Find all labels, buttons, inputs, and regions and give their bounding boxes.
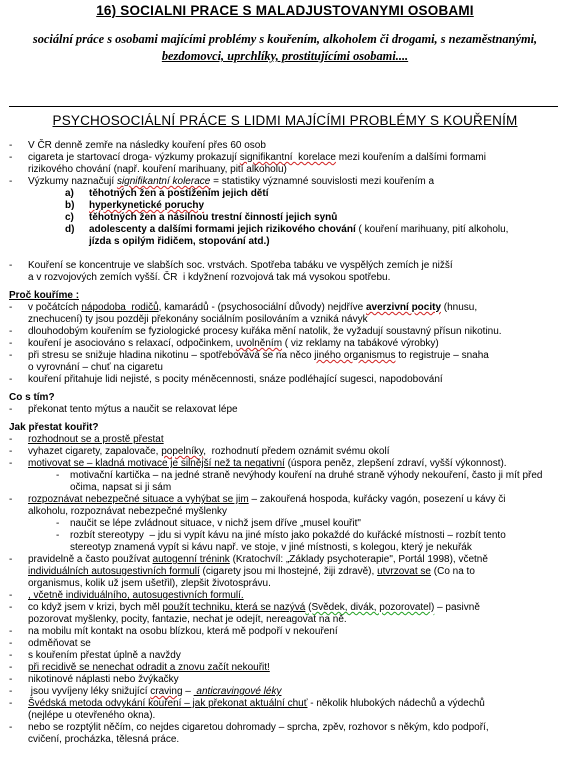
list-item-continuation: a v rozvojových zemích vyšší. ČR i kdyžnení rozvojová tak má vysokou spotřebu. [28, 272, 391, 283]
sub-list-item: b) hyperkynetické poruchy [65, 200, 205, 211]
list-item-continuation: individuálních autosugestivních formulí (cigarety jsou mi lhostejné, žiji zdravě), utvrzovat se (Co na to [28, 566, 475, 577]
list-item: - motivovat se – kladná motivace je silnější než ta negativní (úspora peněz, zlepšení zdraví, vyšší výkonnost). [9, 458, 507, 469]
list-item-continuation: rizikového chování (např. kouření marihuany, pití alkoholu) [28, 164, 287, 175]
list-item: - kouření přitahuje lidi nejisté, s pocity méněcennosti, snáze podléhající sugesci, napodobování [9, 374, 443, 385]
subtitle-line-1: sociální práce s osobami majícími problémy s kouřením, alkoholem či drogami, s nezaměstnanými, [32, 32, 538, 46]
list-item: - dlouhodobým kouřením se fyziologické procesy kuřáka mění natolik, že vyžadují soustavný přísun nikotinu. [9, 326, 502, 337]
list-item: - v počátcích nápodoba rodičů, kamarádů - (psychosociální důvody) nejdříve averzivní pocity (hnusu, [9, 302, 478, 313]
sub-list-item: - naučit se lépe zvládnout situace, v nichž jsem dříve „musel kouřit" [56, 518, 361, 529]
list-item-continuation: pozorovat myšlenky, pocity, fantazie, nechat je odejít, nereagovat na ně. [28, 614, 347, 625]
list-item: - cigareta je startovací droga- výzkumy prokazují signifikantní korelace mezi kouřením a dalšími formami [9, 152, 486, 163]
section-title: PSYCHOSOCIÁLNÍ PRÁCE S LIDMI MAJÍCÍMI PROBLÉMY S KOUŘENÍM [52, 113, 518, 128]
list-item: - překonat tento mýtus a naučit se relaxovat lépe [9, 404, 238, 415]
sub-list-item-continuation: očima, napsat si ji sám [70, 482, 172, 493]
list-item: - , včetně individuálního, autosugestivních formulí. [9, 590, 244, 601]
list-item: - odměňovat se [9, 638, 91, 649]
list-item: - při recidivě se nenechat odradit a znovu začít nekouřit! [9, 662, 270, 673]
list-item: - rozhodnout se a prostě přestat [9, 434, 164, 445]
sub-list-item-continuation: jízda s opilým řidičem, stopování atd.) [89, 236, 270, 247]
sub-list-item: - rozbít stereotypy – jdu si vypít kávu na jiné místo jako pokaždé do kuřácké místnosti – rozbít tento [56, 530, 506, 541]
heading-what-to-do: Co s tím? [9, 392, 55, 403]
list-item-continuation: o vyrovnání – chuť na cigaretu [28, 362, 163, 373]
sub-list-item: c) těhotných žen a násilnou trestní činností jejich synů [65, 212, 338, 223]
document-body [9, 140, 559, 746]
subtitle-line-2: bezdomovci, uprchlíky, prostitujícími osobami.... [161, 49, 409, 63]
sub-list-item: d) adolescenty a dalšími formami jejich rizikového chování ( kouření marihuany, pití alkoholu, [65, 224, 509, 235]
list-item: - Kouření se koncentruje ve slabších soc. vrstvách. Spotřeba tabáku ve vyspělých zemích je nižší [9, 260, 453, 271]
list-item: - na mobilu mít kontakt na osobu blízkou, která mě podpoří v nekouření [9, 626, 338, 637]
list-item: - Švédská metoda odvykání kouření – jak překonat aktuální chuť - několik hlubokých nádechů a výdechů [9, 698, 485, 709]
sub-list-item: - motivační kartička – na jedné straně nevýhody kouření na druhé straně výhody nekouření, často ji mít před [56, 470, 543, 481]
list-item-continuation: znechucení) ty jsou později překonány sociálním posilováním a vzniká návyk [28, 314, 368, 325]
list-item: - nebo se rozptýlit něčím, co nejdes cigaretou dohromady – sprcha, zpěv, rozhovor s někým, kdo podpoří, [9, 722, 489, 733]
list-item-continuation: (nejlépe u otevřeného okna). [28, 710, 156, 721]
horizontal-divider [9, 106, 558, 107]
list-item: - vyhazet cigarety, zapalovače, popelníky, rozhodnutí předem oznámit svému okolí [9, 446, 390, 457]
list-item: - při stresu se snižuje hladina nikotinu – spotřebovává se na něco jiného organismus to registruje – snaha [9, 350, 489, 361]
list-item: - kouření je asociováno s relaxací, odpočinkem, uvolněním ( viz reklamy na tabákové výrobky) [9, 338, 439, 349]
sub-list-item-continuation: stereotyp znamená vypít si kávu např. ve stoje, v jiné místnosti, s kolegou, který je nekuřák [70, 542, 472, 553]
list-item-continuation: alkoholu, rozpoznávat nebezpečné myšlenky [28, 506, 228, 517]
document-subtitle [10, 31, 560, 65]
list-item: - rozpoznávat nebezpečné situace a vyhýbat se jim – zakouřená hospoda, kuřácky vagón, posezení u kávy či [9, 494, 506, 505]
list-item: - jsou vyvíjeny léky snižující craving – anticravingové léky [9, 686, 282, 697]
document-title: 16) SOCIALNI PRACE S MALADJUSTOVANYMI OSOBAMI [96, 3, 474, 18]
list-item-continuation: organismus, kolik už jsem ušetřil), zlepšit životosprávu. [28, 578, 271, 589]
list-item: - s kouřením přestat úplně a navždy [9, 650, 181, 661]
list-item: - Výzkumy naznačují signifikantní kolerace = statistiky významné souvislosti mezi kouřením a [9, 176, 435, 187]
heading-how-to-quit: Jak přestat kouřit? [9, 422, 99, 433]
list-item: - pravidelně a často používat autogenní trénink (Kratochvíl: „Základy psychoterapie", Portál 1998), včetně [9, 554, 488, 565]
list-item: - co když jsem v krizi, bych měl použít techniku, která se nazývá (Svědek, divák, pozorovatel) – pasivně [9, 602, 480, 613]
sub-list-item: a) těhotných žen a postižením jejich dětí [65, 188, 269, 199]
list-item-continuation: cvičení, procházka, tělesná práce. [28, 734, 180, 745]
heading-why-smoke: Proč kouříme : [9, 290, 80, 301]
list-item: - nikotinové náplasti nebo žvýkačky [9, 674, 179, 685]
list-item: - V ČR denně zemře na následky kouření přes 60 osob [9, 140, 266, 151]
